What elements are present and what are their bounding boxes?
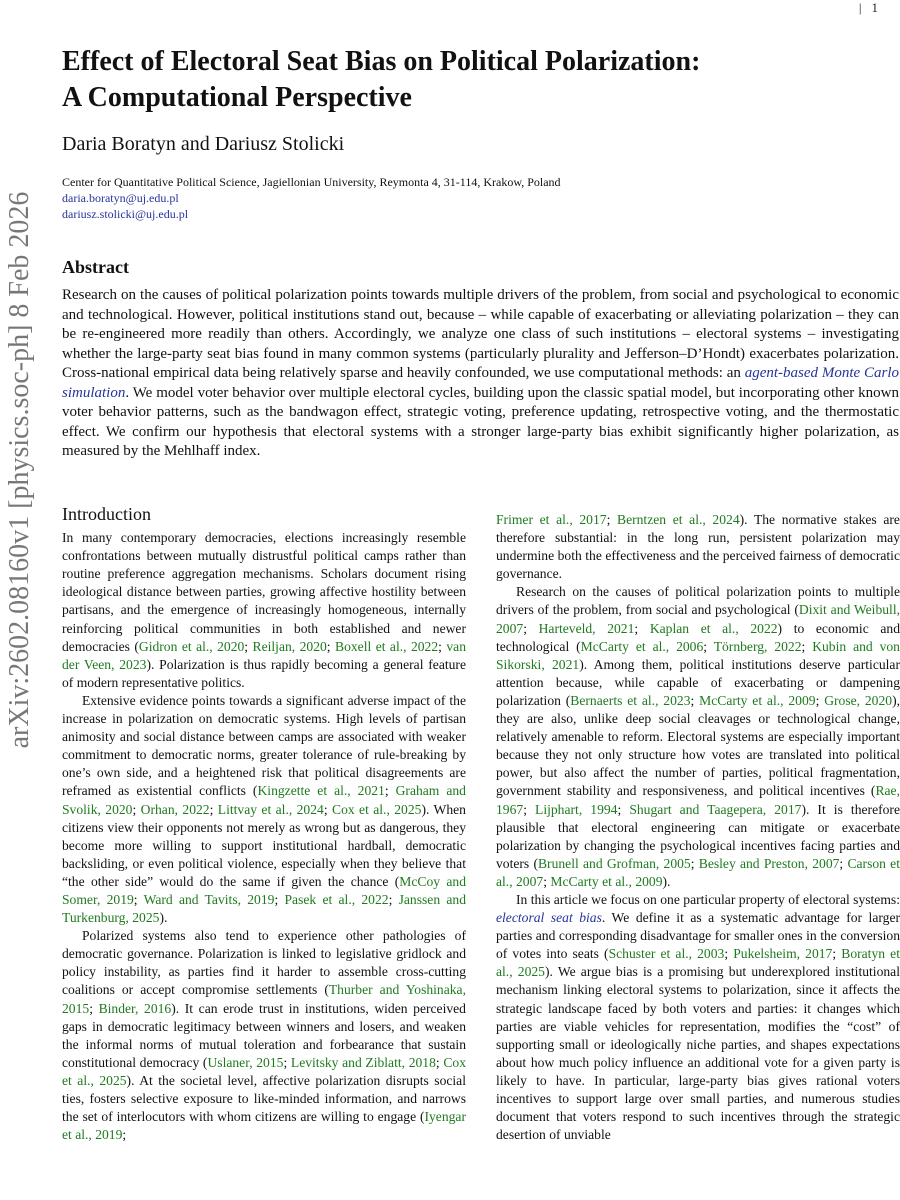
- citation-link[interactable]: Pukelsheim, 2017: [733, 946, 833, 962]
- term-link[interactable]: electoral seat bias: [496, 910, 602, 926]
- text-run: ;: [690, 692, 700, 708]
- text-run: ;: [815, 692, 825, 708]
- text-run: ). The normative stakes are therefore substantial: in the long run, persistent polarization may undermine both the effectiveness and the perceived fairness of democratic governance.: [496, 512, 900, 582]
- abstract-heading: Abstract: [62, 257, 129, 277]
- text-run: In many contemporary democracies, elections increasingly resemble confrontations between mutually distrustful political camps rather than routine preference aggregation mechanisms. Scholars document rising ideological distance between parties, growing affective hostility between partisans, and the emergence of increasingly homogeneous, internally reinforcing political communities in both established and newer democracies (: [62, 530, 466, 654]
- text-run: ;: [606, 512, 617, 527]
- paragraph: [62, 692, 466, 927]
- text-run: Polarized systems also tend to experience other pathologies of democratic governance. Polarization is linked to legislative gridlock and policy instability, as parties find it harder to assemble cross-cutting coalitions or accept compromise settlements (: [62, 928, 466, 998]
- text-run: ;: [839, 855, 848, 871]
- citation-link[interactable]: Lijphart, 1994: [535, 801, 618, 817]
- citation-link[interactable]: Binder, 2016: [98, 1000, 172, 1016]
- email-link[interactable]: daria.boratyn@uj.edu.pl: [62, 191, 179, 205]
- text-run: . We define it as a systematic advantage for larger parties and corresponding disadvantage for smaller ones in the conversion of votes into seats (: [496, 910, 900, 962]
- title-line-1: Effect of Electoral Seat Bias on Political Polarization:: [62, 46, 701, 77]
- citation-link[interactable]: Uslaner, 2015: [207, 1054, 284, 1070]
- affiliation: Center for Quantitative Political Science, Jagiellonian University, Reymonta 4, 31-114, Krakow, Poland: [62, 175, 561, 189]
- citation-link[interactable]: Berntzen et al., 2024: [617, 512, 740, 527]
- abstract-text: Research on the causes of political polarization points towards multiple drivers of the problem, from social and psychological to economic and technological. However, political institutions stand out, because – while capable of exacerbating or alleviating polarization – they can be re-engineered more readily than others. Accordingly, we analyze one class of such institutions – electoral systems – investigating whether the large-party seat bias found in many common systems (particularly plurality and Jefferson–D’Hondt) exacerbates polarization. Cross-national empirical data being relatively sparse and heavily confounded, we use computational methods: an agent-based Monte Carlo simulation. We model voter behavior over multiple electoral cycles, building upon the classic spatial model, but incorporating other known voter behavior patterns, such as the bandwagon effect, strategic voting, preference updating, retrospective voting, and the thermostatic effect. We confirm our hypothesis that electoral systems with a stronger large-party bias exhibit significantly higher polarization, as measured by the Mehlhaff index.: [62, 287, 899, 459]
- authors: Daria Boratyn and Dariusz Stolicki: [62, 133, 345, 155]
- paragraph: [62, 529, 466, 692]
- citation-link[interactable]: Reiljan, 2020: [252, 638, 327, 654]
- text-run: ). It can erode trust in institutions, widen perceived gaps in democratic legitimacy between winners and losers, and weaken the informal norms of mutual toleration and forbearance that sustain constitutional democracy (: [62, 1000, 466, 1070]
- text-run: ). It is therefore plausible that electoral engineering can mitigate or exacerbate polarization by changing the psychological incentives facing parties and voters (: [496, 801, 900, 871]
- text-run: Research on the causes of political polarization points to multiple drivers of the problem, from social and psychological (: [496, 584, 900, 618]
- citation-link[interactable]: Levitsky and Ziblatt, 2018: [290, 1054, 436, 1070]
- text-run: ). Among them, political institutions deserve particular attention because, while capable of exacerbating or dampening polarization (: [496, 656, 900, 708]
- title-line-2: A Computational Perspective: [62, 82, 412, 113]
- text-run: ;: [89, 1000, 99, 1016]
- citation-link[interactable]: Littvay et al., 2024: [217, 801, 324, 817]
- citation-link[interactable]: van der Veen, 2023: [62, 638, 467, 672]
- citation-link[interactable]: Brunell and Grofman, 2005: [537, 855, 691, 871]
- text-run: ;: [634, 620, 650, 636]
- email-link[interactable]: dariusz.stolicki@uj.edu.pl: [62, 207, 189, 221]
- text-run: ;: [523, 801, 536, 817]
- text-run: ;: [133, 891, 144, 907]
- citation-link[interactable]: Schuster et al., 2003: [608, 946, 725, 962]
- text-run: ;: [801, 638, 813, 654]
- citation-link[interactable]: Shugart and Taagepera, 2017: [629, 801, 802, 817]
- citation-link[interactable]: Frimer et al., 2017: [496, 512, 607, 527]
- citation-link[interactable]: McCarty et al., 2009: [699, 692, 816, 708]
- text-run: ). At the societal level, affective polarization disrupts social ties, fosters selective exposure to like-minded information, and narrows the set of interlocutors with whom citizens are willing to engage (: [62, 1072, 466, 1125]
- text-run: ). When citizens view their opponents not merely as wrong but as dangerous, they become more willing to support institutional hardball, democratic backsliding, or even political violence, especially when they believe that “the other side” would do the same if given the chance (: [62, 801, 466, 889]
- citation-link[interactable]: Orhan, 2022: [140, 801, 210, 817]
- text-run: ;: [543, 873, 551, 889]
- citation-link[interactable]: Iyengar et al., 2019: [62, 1109, 466, 1143]
- text-run: ;: [244, 638, 253, 654]
- text-run: ;: [326, 638, 336, 654]
- paragraph: [496, 511, 900, 583]
- citation-link[interactable]: Grose, 2020: [824, 692, 893, 708]
- text-run: ). Polarization is thus rapidly becoming a general feature of modern representative politics.: [62, 656, 466, 690]
- paragraph: [496, 891, 900, 1144]
- text-run: ;: [274, 891, 285, 907]
- citation-link[interactable]: Rae, 1967: [496, 783, 900, 817]
- citation-link[interactable]: Thurber and Yoshinaka, 2015: [62, 982, 466, 1016]
- text-run: ;: [438, 638, 447, 654]
- text-run: ;: [283, 1054, 291, 1070]
- text-run: Extensive evidence points towards a significant adverse impact of the increase in polarization on democratic systems. High levels of partisan animosity and social distance between camps are associated with weaker commitment to democratic norms, greater tolerance of rule-breaking by one’s own side, and a heightened risk that political disagreements are reframed as existential conflicts (: [62, 692, 466, 799]
- citation-link[interactable]: Carson et al., 2007: [496, 855, 900, 889]
- text-run: ;: [388, 891, 399, 907]
- citation-link[interactable]: Graham and Svolik, 2020: [62, 783, 466, 817]
- section-heading-introduction: Introduction: [62, 504, 151, 524]
- paragraph: [62, 927, 466, 1144]
- citation-link[interactable]: Boratyn et al., 2025: [496, 946, 900, 980]
- citation-link[interactable]: Besley and Preston, 2007: [698, 855, 840, 871]
- citation-link[interactable]: Kubin and von Sikorski, 2021: [496, 638, 900, 672]
- text-run: ;: [617, 801, 630, 817]
- right-column: [496, 511, 900, 1144]
- text-run: In this article we focus on one particular property of electoral systems:: [516, 891, 900, 907]
- text-run: ), they are also, unlike deep social cleavages or technological change, relatively amenable to reform. Electoral systems are especially important because they not only structure how votes are translated into political power, but also affect the number of parties, political fragmentation, government stability and responsiveness, and political incentives (: [496, 692, 900, 799]
- abstract-link[interactable]: agent-based Monte Carlo simulation: [62, 365, 899, 401]
- affiliation-block: [62, 174, 892, 222]
- citation-link[interactable]: Törnberg, 2022: [713, 638, 802, 654]
- citation-link[interactable]: Bernaerts et al., 2023: [570, 692, 691, 708]
- citation-link[interactable]: McCarty et al., 2006: [580, 638, 704, 654]
- citation-link[interactable]: Ward and Tavits, 2019: [143, 891, 275, 907]
- text-run: ;: [132, 801, 141, 817]
- text-run: ;: [122, 1127, 127, 1143]
- paragraph: [496, 583, 900, 891]
- text-run: ;: [435, 1054, 444, 1070]
- text-run: ;: [209, 801, 218, 817]
- citation-link[interactable]: Cox et al., 2025: [62, 1054, 466, 1088]
- citation-link[interactable]: Kingzette et al., 2021: [257, 783, 385, 799]
- left-column: [62, 505, 466, 1144]
- citation-link[interactable]: Janssen and Turkenburg, 2025: [62, 891, 467, 926]
- text-run: ;: [690, 855, 699, 871]
- text-run: ;: [724, 946, 734, 962]
- text-run: ). We argue bias is a promising but underexplored institutional mechanism linking electoral systems to polarization, since it affects the strategic landscape faced by both voters and parties: it changes which parties are viable vehicles for representation, modifies the “cost” of supporting small or ideologically niche parties, and shapes expectations about how much policy influence an additional vote for a given party is likely to have. In particular, large-party bias gives rational voters incentives to support large over small parties, and numerous studies document that voters respond to such incentives through the strategic desertion of unviable: [496, 964, 900, 1143]
- citation-link[interactable]: Cox et al., 2025: [332, 801, 422, 817]
- arxiv-identifier: arXiv:2602.08160v1 [physics.soc-ph] 8 Feb 2026: [4, 191, 35, 749]
- text-run: ;: [523, 620, 539, 636]
- paper-title: [62, 44, 892, 116]
- citation-link[interactable]: Kaplan et al., 2022: [649, 620, 778, 636]
- citation-link[interactable]: Harteveld, 2021: [538, 620, 635, 636]
- citation-link[interactable]: Dixit and Weibull, 2007: [496, 602, 900, 636]
- citation-link[interactable]: McCarty et al., 2009: [550, 873, 663, 889]
- text-run: ).: [662, 873, 671, 889]
- text-run: ;: [832, 946, 842, 962]
- text-run: ) to economic and technological (: [496, 620, 900, 654]
- citation-link[interactable]: Pasek et al., 2022: [284, 891, 389, 907]
- text-run: ).: [159, 910, 168, 926]
- citation-link[interactable]: McCoy and Somer, 2019: [62, 873, 466, 907]
- text-run: ;: [384, 783, 396, 799]
- text-run: ;: [323, 801, 332, 817]
- citation-link[interactable]: Gidron et al., 2020: [138, 638, 245, 654]
- page-number: | 1: [858, 0, 878, 15]
- citation-link[interactable]: Boxell et al., 2022: [335, 638, 439, 654]
- text-run: ;: [703, 638, 714, 654]
